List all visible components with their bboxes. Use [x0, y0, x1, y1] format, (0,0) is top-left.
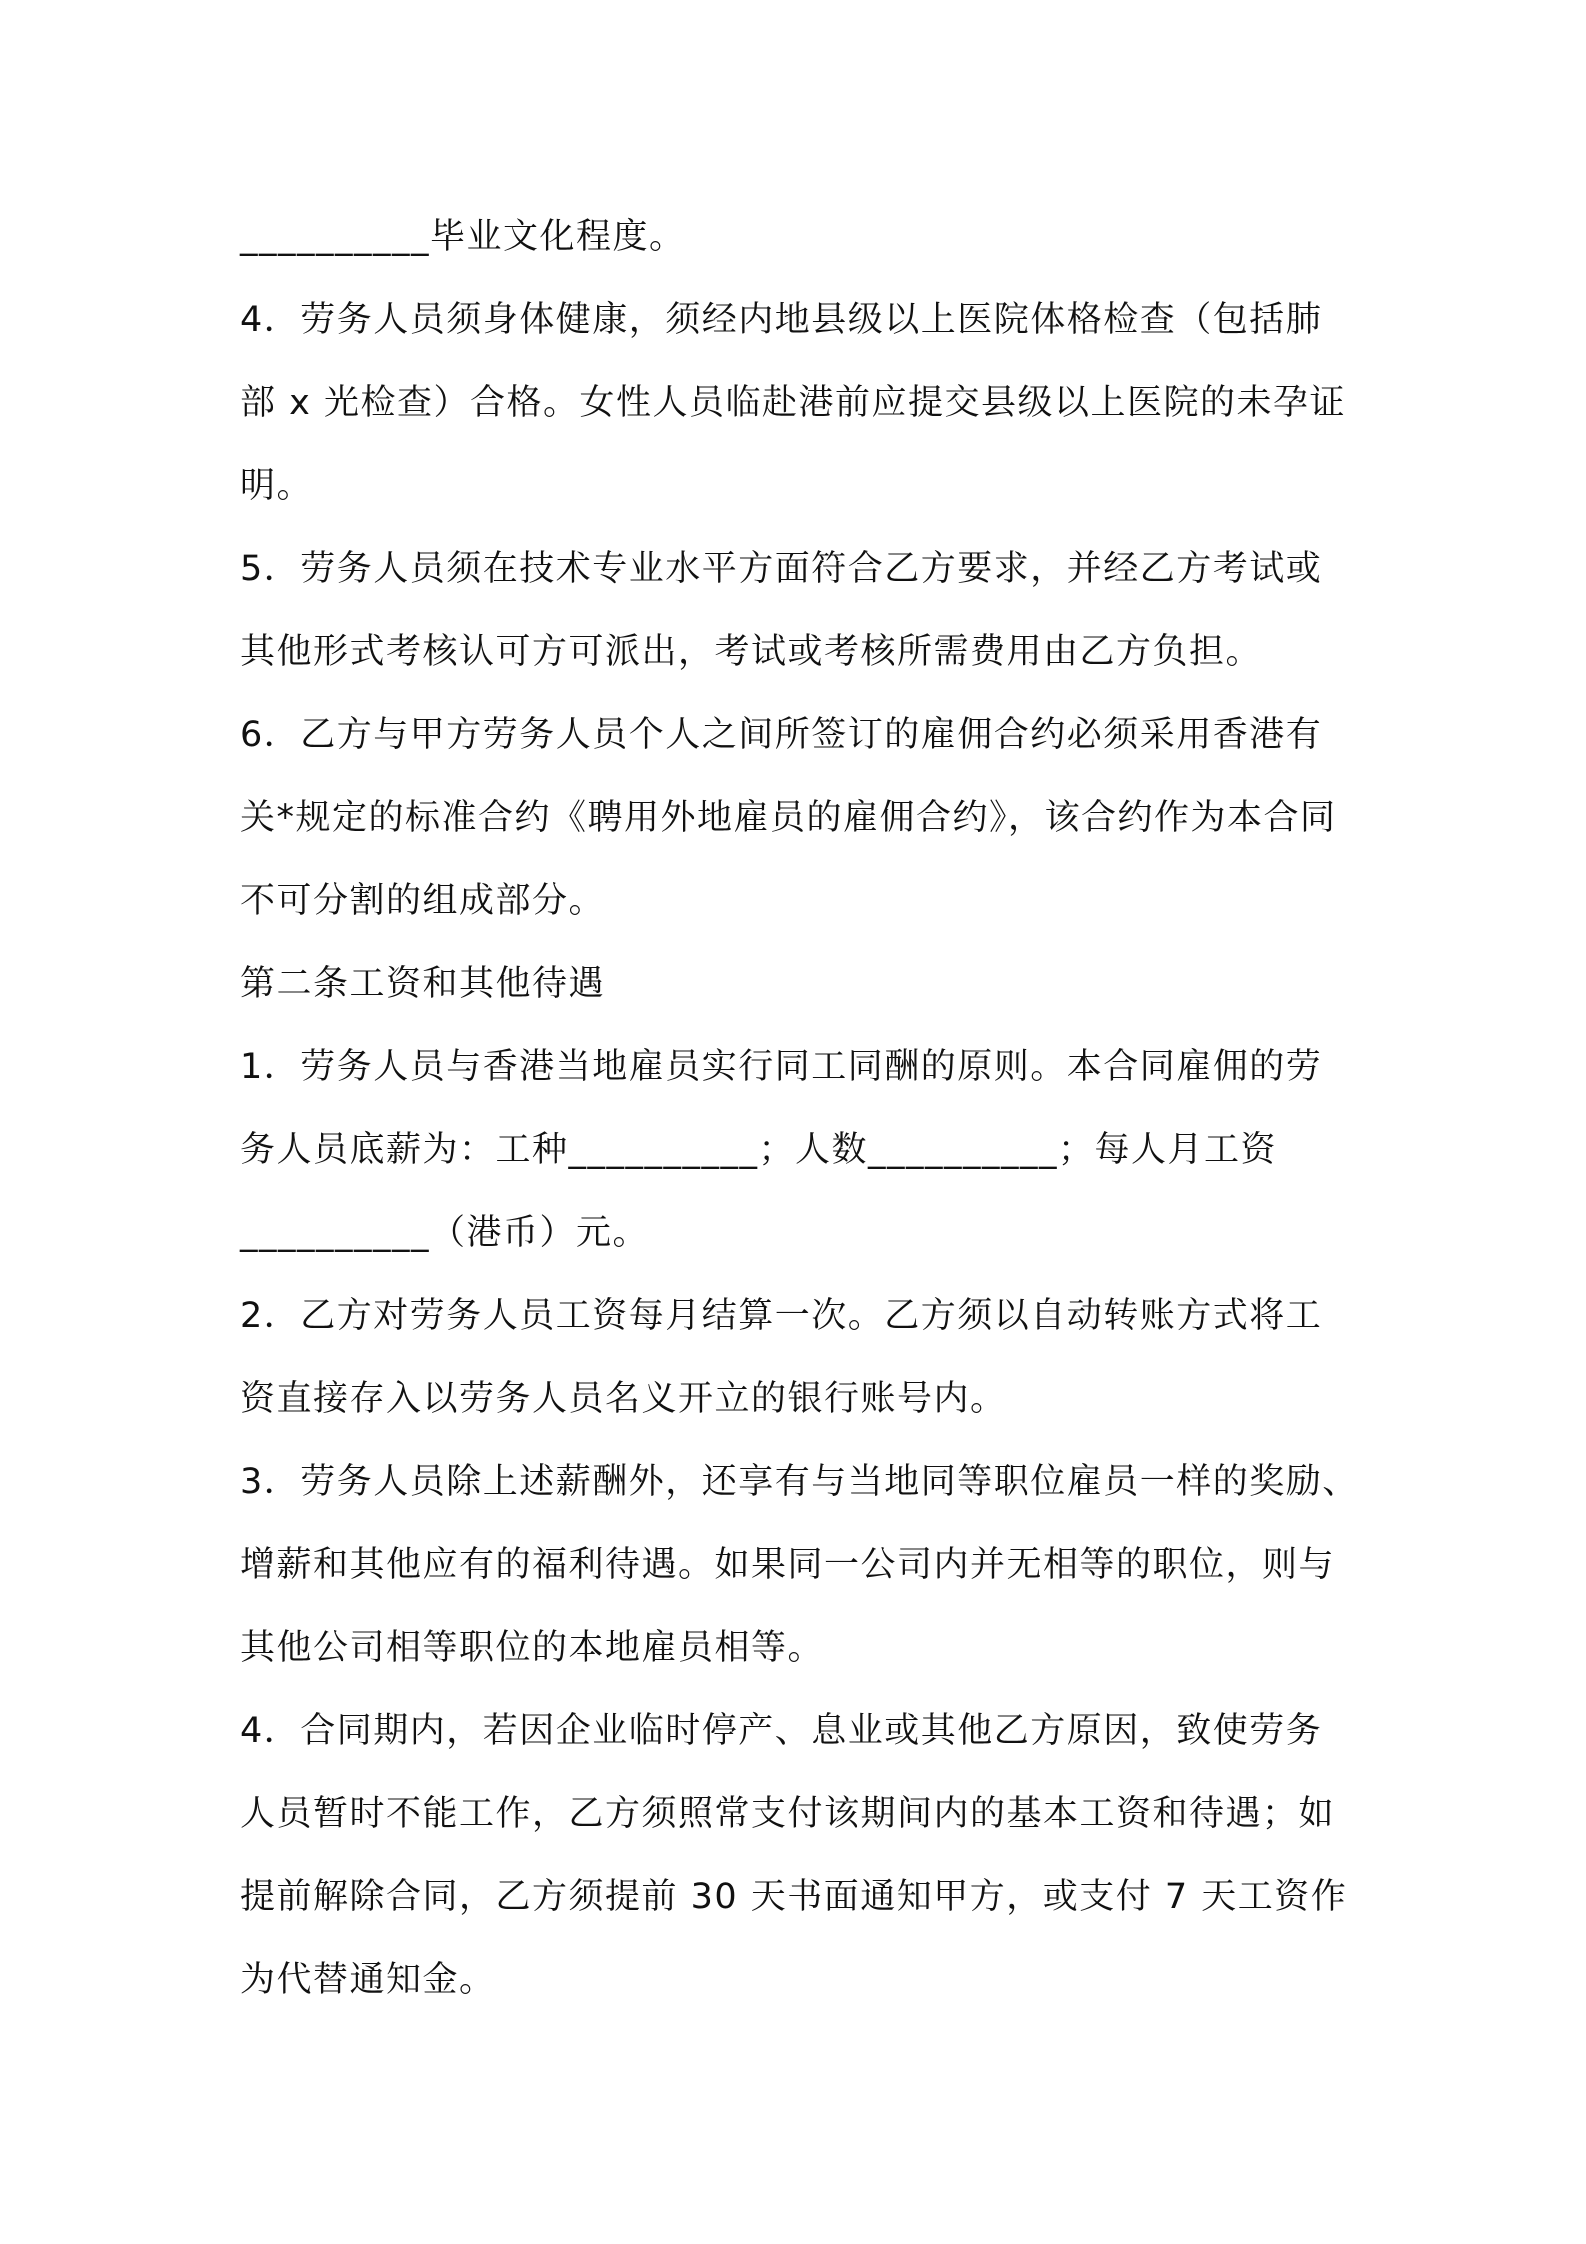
- text-line: 其他形式考核认可方可派出，考试或考核所需费用由乙方负担。: [240, 632, 1263, 672]
- text-line: 人员暂时不能工作，乙方须照常支付该期间内的基本工资和待遇；如: [240, 1794, 1336, 1834]
- text-line: 关*规定的标准合约《聘用外地雇员的雇佣合约》，该合约作为本合同: [240, 798, 1337, 838]
- section-title: 第二条工资和其他待遇: [240, 964, 606, 1004]
- text-line: 提前解除合同，乙方须提前 30 天书面通知甲方，或支付 7 天工资作: [240, 1877, 1348, 1917]
- text-line: 其他公司相等职位的本地雇员相等。: [240, 1628, 825, 1668]
- paragraph-employment-contract: [240, 694, 1360, 943]
- text-line: 务人员底薪为：工种__________；人数__________；每人月工资: [240, 1130, 1278, 1170]
- text-line: 明。: [240, 466, 314, 506]
- paragraph-monthly-settlement: [240, 1275, 1360, 1441]
- paragraph-suspension-pay: [240, 1690, 1360, 2022]
- text-line: 3．劳务人员除上述薪酬外，还享有与当地同等职位雇员一样的奖励、: [240, 1462, 1359, 1502]
- paragraph-equal-pay: [240, 1026, 1360, 1275]
- text-line: __________毕业文化程度。: [240, 217, 686, 257]
- paragraph-health-requirement: [240, 279, 1360, 528]
- text-line: 4．劳务人员须身体健康，须经内地县级以上医院体格检查（包括肺: [240, 300, 1323, 340]
- text-line: 1．劳务人员与香港当地雇员实行同工同酬的原则。本合同雇佣的劳: [240, 1047, 1323, 1087]
- text-line: 4．合同期内，若因企业临时停产、息业或其他乙方原因，致使劳务: [240, 1711, 1323, 1751]
- document-body: [240, 196, 1360, 2022]
- text-line: 不可分割的组成部分。: [240, 881, 606, 921]
- text-line: __________（港币）元。: [240, 1213, 650, 1253]
- text-line: 部 x 光检查）合格。女性人员临赴港前应提交县级以上医院的未孕证: [240, 383, 1346, 423]
- text-line: 资直接存入以劳务人员名义开立的银行账号内。: [240, 1379, 1007, 1419]
- paragraph-technical-requirement: [240, 528, 1360, 694]
- paragraph-benefits: [240, 1441, 1360, 1690]
- text-line: 为代替通知金。: [240, 1960, 496, 2000]
- text-line: 5．劳务人员须在技术专业水平方面符合乙方要求，并经乙方考试或: [240, 549, 1323, 589]
- text-line: 2．乙方对劳务人员工资每月结算一次。乙方须以自动转账方式将工: [240, 1296, 1323, 1336]
- paragraph-education: [240, 196, 1360, 279]
- text-line: 6．乙方与甲方劳务人员个人之间所签订的雇佣合约必须采用香港有: [240, 715, 1323, 755]
- section-heading-wages: [240, 943, 1360, 1026]
- text-line: 增薪和其他应有的福利待遇。如果同一公司内并无相等的职位，则与: [240, 1545, 1336, 1585]
